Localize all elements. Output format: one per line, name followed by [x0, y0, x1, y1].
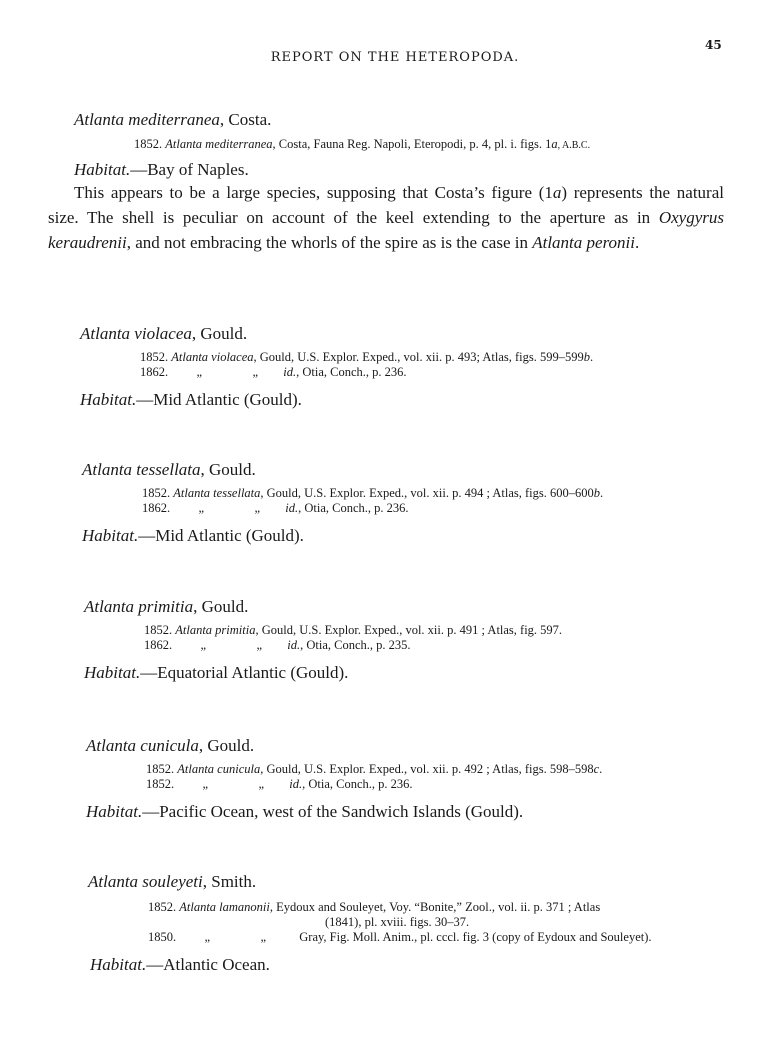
ditto-mark: „	[196, 365, 203, 379]
ref-fig-letter: b	[583, 350, 590, 364]
ref-year: 1862.	[140, 365, 169, 379]
species-author: , Gould.	[193, 597, 249, 616]
para-species-2: Atlanta peronii	[532, 233, 635, 252]
ref-year: 1852.	[134, 137, 163, 151]
species-author: , Costa.	[219, 110, 272, 129]
habitat-line	[0, 160, 776, 180]
species-author: , Gould.	[191, 324, 248, 343]
ditto-mark: „	[256, 638, 263, 652]
reference-line	[0, 486, 776, 501]
entry-atlanta-primitia	[0, 597, 776, 683]
reference-line	[0, 137, 776, 152]
habitat-text: —Pacific Ocean, west of the Sandwich Islands (Gould).	[142, 802, 524, 821]
ref-text: , Otia, Conch., p. 236.	[302, 777, 413, 791]
ref-year: 1852.	[144, 623, 173, 637]
ref-genus: Atlanta mediterranea	[165, 137, 273, 151]
entry-atlanta-mediterranea	[0, 110, 776, 255]
ditto-mark: „	[258, 777, 265, 791]
ditto-mark: „	[252, 365, 259, 379]
habitat-text: —Mid Atlantic (Gould).	[136, 390, 302, 409]
species-name: Atlanta souleyeti	[88, 872, 203, 891]
habitat-line	[0, 526, 776, 546]
ref-text-continued: (1841), pl. xviii. figs. 30–37.	[325, 915, 470, 929]
ref-text: Gray, Fig. Moll. Anim., pl. cccl. fig. 3 (copy of Eydoux and Souleyet).	[299, 930, 652, 944]
ref-year: 1852.	[148, 900, 177, 914]
species-name: Atlanta tessellata	[82, 460, 201, 479]
para-text-4: .	[635, 233, 640, 252]
habitat-line	[0, 955, 776, 975]
ref-genus: Atlanta tessellata	[173, 486, 261, 500]
ditto-mark: „	[204, 930, 211, 944]
ref-genus: Atlanta lamanonii	[179, 900, 270, 914]
habitat-line	[0, 663, 776, 683]
species-author: , Smith.	[202, 872, 257, 891]
ref-text: , Gould, U.S. Explor. Exped., vol. xii. p. 492 ; Atlas, figs. 598–598	[260, 762, 594, 776]
ref-fig: a	[551, 137, 558, 151]
ref-genus: Atlanta cunicula	[177, 762, 261, 776]
reference-line-continued	[0, 915, 776, 930]
ditto-mark: „	[202, 777, 209, 791]
habitat-label: Habitat.	[90, 955, 147, 974]
reference-line	[0, 900, 776, 915]
reference-line	[0, 777, 776, 792]
reference-line	[0, 501, 776, 516]
ref-text: , Otia, Conch., p. 236.	[298, 501, 409, 515]
entry-atlanta-souleyeti	[0, 872, 776, 975]
ref-year: 1852.	[142, 486, 171, 500]
ref-end: .	[600, 486, 604, 500]
species-author: , Gould.	[198, 736, 255, 755]
ditto-mark: „	[260, 930, 267, 944]
species-name: Atlanta mediterranea	[74, 110, 220, 129]
habitat-line	[0, 802, 776, 822]
reference-line	[0, 762, 776, 777]
ref-fig-letter: b	[593, 486, 600, 500]
ref-text: , Otia, Conch., p. 236.	[296, 365, 407, 379]
ref-id: id.	[287, 638, 301, 652]
habitat-label: Habitat.	[84, 663, 141, 682]
ref-year: 1850.	[148, 930, 177, 944]
ditto-mark: „	[254, 501, 261, 515]
habitat-text: —Atlantic Ocean.	[146, 955, 270, 974]
reference-line	[0, 365, 776, 380]
ref-genus: Atlanta violacea	[171, 350, 254, 364]
ref-abc: , A.B.C.	[557, 140, 591, 151]
ref-year: 1852.	[146, 762, 175, 776]
running-head: REPORT ON THE HETEROPODA.	[270, 50, 520, 65]
ref-fig-letter: c	[593, 762, 600, 776]
ref-year: 1862.	[142, 501, 171, 515]
ref-end: .	[590, 350, 594, 364]
reference-line	[0, 350, 776, 365]
species-name: Atlanta violacea	[80, 324, 192, 343]
para-species-1: Oxygyrus keraudrenii	[48, 208, 724, 252]
ref-id: id.	[283, 365, 297, 379]
habitat-label: Habitat.	[74, 160, 131, 179]
habitat-text: —Mid Atlantic (Gould).	[138, 526, 304, 545]
ditto-mark: „	[200, 638, 207, 652]
ref-text: , Eydoux and Souleyet, Voy. “Bonite,” Zool., vol. ii. p. 371 ; Atlas	[269, 900, 601, 914]
species-heading	[0, 872, 776, 892]
habitat-text: —Bay of Naples.	[130, 160, 249, 179]
entry-atlanta-violacea	[0, 324, 776, 410]
ref-end: .	[599, 762, 603, 776]
species-heading	[0, 736, 776, 756]
ref-text: , Gould, U.S. Explor. Exped., vol. xii. p. 493; Atlas, figs. 599–599	[253, 350, 584, 364]
ref-year: 1852.	[140, 350, 169, 364]
ref-id: id.	[285, 501, 299, 515]
ref-genus: Atlanta primitia	[175, 623, 256, 637]
reference-line	[0, 930, 776, 945]
species-heading	[0, 597, 776, 617]
para-text-1: This appears to be a large species, supposing that Costa’s figure (1	[74, 183, 553, 202]
page-number: 45	[705, 38, 722, 52]
habitat-label: Habitat.	[80, 390, 137, 409]
ref-text: , Gould, U.S. Explor. Exped., vol. xii. p. 491 ; Atlas, fig. 597.	[255, 623, 563, 637]
entry-atlanta-cunicula	[0, 736, 776, 822]
para-text-3: , and not embracing the whorls of the spire as is the case in	[126, 233, 533, 252]
species-author: , Gould.	[200, 460, 256, 479]
para-fig: a	[552, 183, 562, 202]
species-name: Atlanta primitia	[84, 597, 194, 616]
habitat-label: Habitat.	[86, 802, 143, 821]
ref-year: 1852.	[146, 777, 175, 791]
ref-year: 1862.	[144, 638, 173, 652]
ditto-mark: „	[198, 501, 205, 515]
species-heading	[0, 460, 776, 480]
ref-id: id.	[289, 777, 303, 791]
ref-text: , Costa, Fauna Reg. Napoli, Eteropodi, p. 4, pl. i. figs. 1	[272, 137, 552, 151]
ref-text: , Gould, U.S. Explor. Exped., vol. xii. p. 494 ; Atlas, figs. 600–600	[260, 486, 594, 500]
reference-line	[0, 638, 776, 653]
habitat-line	[0, 390, 776, 410]
ref-text: , Otia, Conch., p. 235.	[300, 638, 411, 652]
entry-atlanta-tessellata	[0, 460, 776, 546]
species-heading	[0, 110, 776, 130]
habitat-text: —Equatorial Atlantic (Gould).	[140, 663, 349, 682]
habitat-label: Habitat.	[82, 526, 139, 545]
species-name: Atlanta cunicula	[86, 736, 199, 755]
description-paragraph	[48, 180, 724, 255]
para-text-2: ) represents the natural size. The shell is peculiar on account of the keel extending to the aperture as in	[48, 183, 724, 227]
reference-line	[0, 623, 776, 638]
species-heading	[0, 324, 776, 344]
